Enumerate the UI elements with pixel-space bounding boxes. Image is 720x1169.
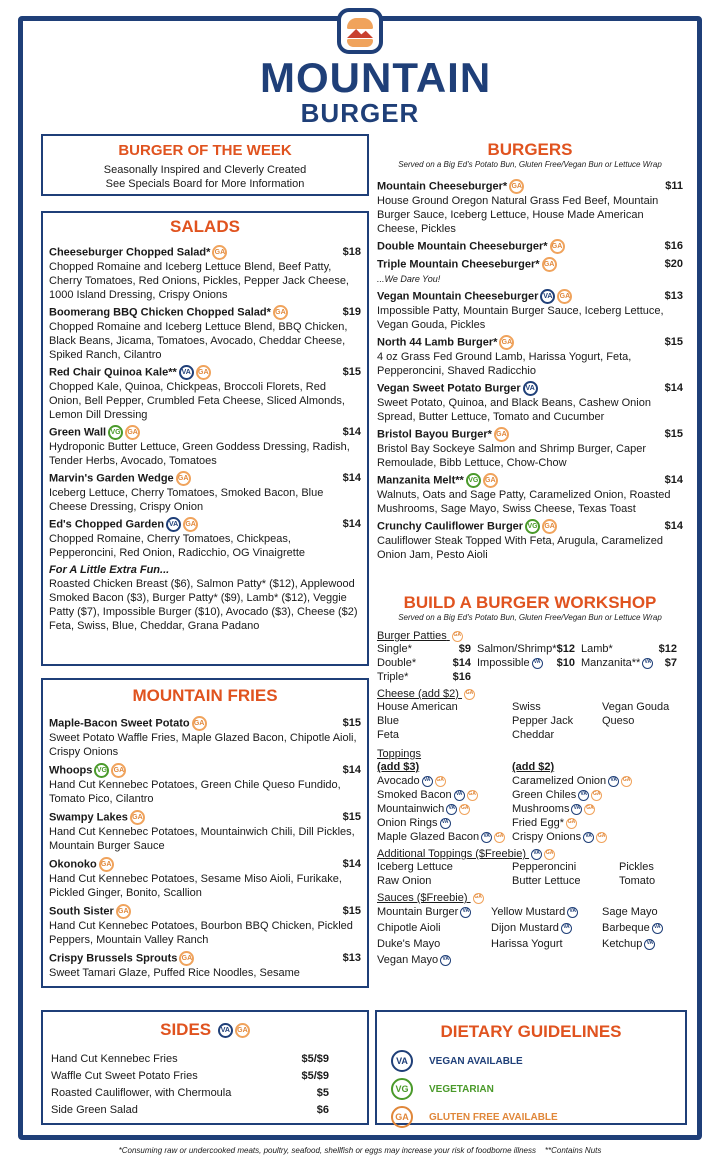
menu-item-desc: Impossible Patty, Mountain Burger Sauce, Iceberg Lettuce, Vegan Gouda, Pickles [377, 305, 664, 331]
patty-option [377, 656, 477, 670]
menu-item [49, 904, 361, 947]
side-item-name: Roasted Cauliflower, with Chermoula [51, 1087, 232, 1099]
cheese-option: Swiss [512, 701, 541, 713]
gluten-free-icon: GA [183, 517, 198, 532]
topping-option: Smoked Bacon VA GA [377, 789, 476, 801]
menu-item-price: $20 [664, 258, 683, 270]
vegan-icon: VA [583, 832, 594, 843]
menu-item-desc: Hydroponic Butter Lettuce, Green Goddess Dressing, Radish, Tender Herbs, Avocado, Tomatoes [49, 441, 350, 467]
menu-item [49, 517, 361, 560]
extra-fun-title: For A Little Extra Fun... [49, 564, 170, 576]
logo [260, 8, 492, 128]
vegan-icon: VA [440, 955, 451, 966]
burger-of-the-week [41, 134, 369, 196]
cheese-option: Cheddar [512, 729, 555, 741]
menu-item-desc: Bristol Bay Sockeye Salmon and Shrimp Burger, Caper Remoulade, Bibb Lettuce, Chow-Chow [377, 443, 647, 469]
menu-item-name: Crispy Brussels Sprouts [49, 952, 178, 965]
menu-item-desc: Chopped Romaine and Iceberg Lettuce Blend, Beef Patty, Cherry Tomatoes, Red Onions, Pickles, Pepper Jack Cheese, 1000 Island Dressing, Crispy Onions [49, 261, 349, 301]
toppings-label: Toppings [377, 748, 422, 760]
footer-nuts: **Contains Nuts [544, 1146, 602, 1155]
dietary-label: GLUTEN FREE AVAILABLE [429, 1111, 558, 1123]
menu-item-name: Cheeseburger Chopped Salad* [49, 246, 211, 259]
side-item-price: $6 [316, 1104, 329, 1116]
fries-section [41, 678, 369, 988]
patty-price: $14 [452, 657, 471, 669]
patty-price: $16 [452, 671, 471, 683]
add3-label: (add $3) [377, 761, 420, 773]
bow-line1: Seasonally Inspired and Cleverly Created [103, 164, 307, 176]
menu-item-price: $11 [665, 180, 683, 192]
menu-item [377, 179, 683, 236]
vegan-icon: VA [540, 289, 555, 304]
menu-item-price: $15 [342, 905, 361, 917]
patty-price: $12 [556, 643, 575, 655]
salads-title: SALADS [170, 217, 240, 236]
menu-item-header [49, 305, 361, 320]
vegan-icon: VA [460, 907, 471, 918]
menu-item-header [49, 425, 361, 440]
topping-option: Caramelized Onion VA GA [512, 775, 631, 787]
side-item-name: Waffle Cut Sweet Potato Fries [51, 1070, 198, 1082]
menu-item [49, 857, 361, 900]
vegan-icon: VA [642, 658, 653, 669]
sauce-option: Sage Mayo [602, 906, 658, 918]
topping-option: Maple Glazed Bacon VA GA [377, 831, 504, 843]
side-item [51, 1103, 359, 1117]
va-legend-icon: VA [391, 1050, 413, 1072]
vegan-icon: VA [218, 1023, 233, 1038]
menu-item-name: Ed's Chopped Garden [49, 518, 165, 531]
workshop-subtitle: Served on a Big Ed's Potato Bun, Gluten Free/Vegan Bun or Lettuce Wrap [398, 613, 662, 622]
gluten-free-icon: GA [179, 951, 194, 966]
menu-item-name: Bristol Bayou Burger* [377, 428, 492, 441]
side-item [51, 1086, 359, 1100]
patty-option [477, 656, 581, 670]
patty-name: Manzanita** VA [581, 656, 653, 670]
menu-item-price: $14 [342, 472, 361, 484]
gluten-free-icon: GA [130, 810, 145, 825]
gluten-free-icon: GA [544, 849, 555, 860]
patty-name: Single* [377, 643, 412, 655]
menu-item-name: Double Mountain Cheeseburger* [377, 240, 548, 253]
patty-price: $7 [664, 657, 677, 669]
menu-item-desc: Hand Cut Kennebec Potatoes, Sesame Miso Aioli, Furikake, Pickled Ginger, Bonito, Scallion [49, 873, 342, 899]
dietary-row [391, 1078, 671, 1100]
menu-item-desc: Hand Cut Kennebec Potatoes, Bourbon BBQ Chicken, Pickled Peppers, Mountain Valley Ranch [49, 920, 353, 946]
vegan-icon: VA [608, 776, 619, 787]
menu-item-price: $15 [664, 336, 683, 348]
menu-item-desc: Sweet Tamari Glaze, Puffed Rice Noodles, Sesame [49, 967, 300, 979]
menu-item-header [377, 519, 683, 534]
dietary-guidelines [375, 1010, 687, 1125]
menu-item [49, 763, 361, 806]
patty-name: Triple* [377, 671, 409, 683]
menu-item-price: $14 [342, 426, 361, 438]
patties-label: Burger Patties GA [377, 630, 462, 642]
vegan-icon: VA [454, 790, 465, 801]
menu-item-price: $15 [664, 428, 683, 440]
menu-item [377, 289, 683, 332]
menu-item-header [49, 245, 361, 260]
burger-logo-icon [337, 8, 383, 54]
menu-item-header [49, 365, 361, 380]
gluten-free-icon: GA [235, 1023, 250, 1038]
vegan-icon: VA [578, 790, 589, 801]
menu-item-header [49, 517, 361, 532]
sauce-option [602, 952, 683, 968]
gluten-free-icon: GA [473, 893, 484, 904]
patty-name: Double* [377, 657, 417, 669]
menu-item-header [49, 810, 361, 825]
menu-item [49, 810, 361, 853]
free-topping-option: Pickles [619, 861, 654, 873]
patty-price: $12 [658, 643, 677, 655]
vegan-icon: VA [571, 804, 582, 815]
gluten-free-icon: GA [542, 519, 557, 534]
menu-item-header [49, 471, 361, 486]
menu-item-desc: Cauliflower Steak Topped With Feta, Arugula, Caramelized Onion Jam, Pesto Aioli [377, 535, 663, 561]
menu-item [49, 245, 361, 302]
menu-item-name: Green Wall [49, 426, 107, 439]
free-topping-option: Butter Lettuce [512, 875, 581, 887]
gluten-free-icon: GA [621, 776, 632, 787]
menu-item-desc: Chopped Romaine, Cherry Tomatoes, Chickpeas, Pepperoncini, Red Onion, Radicchio, OG Vinaigrette [49, 533, 305, 559]
menu-item-desc: Iceberg Lettuce, Cherry Tomatoes, Smoked Bacon, Blue Cheese Dressing, Crispy Onion [49, 487, 324, 513]
sauce-option: Yellow Mustard VA [491, 904, 602, 920]
extra-fun-desc: Roasted Chicken Breast ($6), Salmon Patty* ($12), Applewood Smoked Bacon ($3), Burger Patty* ($9), Lamb* ($12), Veggie Patty ($7), Impossible Burger ($10), Avocado ($3), Cheese ($2) Feta, Swiss, Blue, Cheddar, Grana Padano [49, 578, 358, 632]
patty-option [581, 656, 683, 670]
salads-section [41, 211, 369, 666]
burgers-title: BURGERS [487, 140, 573, 159]
menu-item-header [377, 335, 683, 350]
gluten-free-icon: GA [116, 904, 131, 919]
menu-item-header [377, 381, 683, 396]
gluten-free-icon: GA [212, 245, 227, 260]
side-item-name: Side Green Salad [51, 1104, 138, 1116]
menu-item-header [377, 179, 683, 194]
menu-item [377, 381, 683, 424]
menu-item-name: Maple-Bacon Sweet Potato [49, 717, 190, 730]
menu-item-desc: Chopped Romaine and Iceberg Lettuce Blend, BBQ Chicken, Black Beans, Jicama, Tomatoes, Avocado, Cheddar Cheese, Spiked Ranch, Cilantro [49, 321, 348, 361]
menu-item-price: $13 [342, 952, 361, 964]
sauce-option: Barbeque VA [602, 920, 683, 936]
gluten-free-icon: GA [452, 631, 463, 642]
cheese-option [602, 728, 682, 742]
cheese-label: Cheese (add $2) GA [377, 688, 474, 700]
patty-price: $9 [458, 643, 471, 655]
menu-item-price: $15 [342, 717, 361, 729]
menu-item [49, 365, 361, 422]
menu-item-header [377, 473, 683, 488]
menu-item-price: $16 [664, 240, 683, 252]
vegan-icon: VA [166, 517, 181, 532]
menu-item-price: $13 [664, 290, 683, 302]
brand-subtitle: BURGER [300, 98, 420, 128]
menu-item-name: Swampy Lakes [49, 811, 128, 824]
sauce-option: Harissa Yogurt [491, 938, 563, 950]
vg-legend-icon: VG [391, 1078, 413, 1100]
menu-item-name: Vegan Sweet Potato Burger [377, 382, 521, 395]
menu-item-price: $14 [342, 858, 361, 870]
menu-item [377, 519, 683, 562]
patty-name: Lamb* [581, 643, 613, 655]
cheese-option: Pepper Jack [512, 715, 574, 727]
free-topping-option: Tomato [619, 875, 656, 887]
menu-item-price: $14 [664, 474, 683, 486]
menu-item-desc: Sweet Potato, Quinoa, and Black Beans, Cashew Onion Spread, Butter Lettuce, Tomato and Cucumber [377, 397, 651, 423]
ga-legend-icon: GA [391, 1106, 413, 1128]
topping-option: Mountainwich VA GA [377, 803, 469, 815]
vegan-icon: VA [531, 849, 542, 860]
vegetarian-icon: VG [525, 519, 540, 534]
gluten-free-icon: GA [192, 716, 207, 731]
gluten-free-icon: GA [584, 804, 595, 815]
gluten-free-icon: GA [467, 790, 478, 801]
menu-item-desc: 4 oz Grass Fed Ground Lamb, Harissa Yogurt, Feta, Pepperoncini, Shaved Radicchio [377, 351, 632, 377]
menu-item [377, 473, 683, 516]
bow-line2: See Specials Board for More Information [105, 178, 305, 190]
menu-item-price: $18 [342, 246, 361, 258]
vegetarian-icon: VG [94, 763, 109, 778]
topping-option: Onion Rings VA [377, 816, 512, 830]
sides-title: SIDES [160, 1020, 212, 1039]
cheese-option: Queso [602, 715, 635, 727]
menu-item-header [49, 857, 361, 872]
menu-item-name: Marvin's Garden Wedge [49, 472, 174, 485]
menu-item-price: $14 [664, 520, 683, 532]
vegan-icon: VA [561, 923, 572, 934]
side-item [51, 1052, 359, 1066]
gluten-free-icon: GA [591, 790, 602, 801]
gluten-free-icon: GA [494, 832, 505, 843]
vegan-icon: VA [644, 939, 655, 950]
menu-item-desc: ...We Dare You! [377, 274, 441, 284]
burgers-section [377, 140, 683, 565]
footer-disclaimer: *Consuming raw or undercooked meats, poultry, seafood, shellfish or eggs may increase your risk of foodborne illness [118, 1146, 537, 1155]
vegetarian-icon: VG [466, 473, 481, 488]
gluten-free-icon: GA [459, 804, 470, 815]
patty-name: Impossible VA [477, 656, 543, 670]
vegan-icon: VA [567, 907, 578, 918]
menu-item-desc: Sweet Potato Waffle Fries, Maple Glazed Bacon, Chipotle Aioli, Crispy Onions [49, 732, 357, 758]
topping-option: Fried Egg* GA [512, 817, 576, 829]
sauce-option: Chipotle Aioli [377, 922, 441, 934]
vegan-icon: VA [532, 658, 543, 669]
dietary-label: VEGETARIAN [429, 1083, 494, 1095]
menu-item-price: $14 [664, 382, 683, 394]
patty-option [477, 642, 581, 656]
gluten-free-icon: GA [273, 305, 288, 320]
vegan-icon: VA [523, 381, 538, 396]
sauce-option: Mountain Burger VA [377, 904, 491, 920]
gluten-free-icon: GA [509, 179, 524, 194]
menu-item-name: Mountain Cheeseburger* [377, 180, 508, 193]
menu-item-name: Crunchy Cauliflower Burger [377, 520, 524, 533]
menu-item-desc: Hand Cut Kennebec Potatoes, Green Chile Queso Fundido, Tomato Pico, Cilantro [49, 779, 341, 805]
side-item-price: $5/$9 [301, 1053, 329, 1065]
side-item-name: Hand Cut Kennebec Fries [51, 1053, 178, 1065]
menu-item-header [377, 257, 683, 272]
vegan-icon: VA [652, 923, 663, 934]
menu-item-header [377, 239, 683, 254]
menu-item-name: Red Chair Quinoa Kale** [49, 366, 177, 379]
menu-item [49, 425, 361, 468]
add2-label: (add $2) [512, 761, 555, 773]
menu-item-price: $15 [342, 366, 361, 378]
vegan-icon: VA [446, 804, 457, 815]
gluten-free-icon: GA [566, 818, 577, 829]
menu-item-desc: Walnuts, Oats and Sage Patty, Caramelized Onion, Roasted Mushrooms, Sage Mayo, Swiss Cheese, Texas Toast [377, 489, 671, 515]
workshop-title: BUILD A BURGER WORKSHOP [403, 593, 657, 612]
gluten-free-icon: GA [99, 857, 114, 872]
gluten-free-icon: GA [557, 289, 572, 304]
vegan-icon: VA [422, 776, 433, 787]
menu-item-name: Boomerang BBQ Chicken Chopped Salad* [49, 306, 271, 319]
patty-option [581, 642, 683, 656]
menu-item-name: Vegan Mountain Cheeseburger [377, 290, 539, 303]
brand-title: MOUNTAIN [260, 54, 492, 101]
cheese-option: Vegan Gouda [602, 701, 670, 713]
gluten-free-icon: GA [176, 471, 191, 486]
menu-item [377, 239, 683, 254]
topping-option: Crispy Onions VA GA [512, 831, 606, 843]
gluten-free-icon: GA [196, 365, 211, 380]
patty-option [377, 642, 477, 656]
topping-option: Avocado VA GA [377, 775, 444, 787]
menu-item-price: $14 [342, 518, 361, 530]
topping-option: Green Chiles VA GA [512, 789, 601, 801]
free-topping-option: Iceberg Lettuce [377, 861, 453, 873]
menu-item-header [49, 951, 361, 966]
vegan-icon: VA [481, 832, 492, 843]
sauce-option: Duke's Mayo [377, 938, 441, 950]
sides-section [41, 1010, 369, 1125]
menu-item [377, 257, 683, 286]
menu-item-name: Manzanita Melt** [377, 474, 464, 487]
gluten-free-icon: GA [111, 763, 126, 778]
patty-option [377, 670, 477, 684]
menu-item-price: $15 [342, 811, 361, 823]
bow-title: BURGER OF THE WEEK [118, 142, 292, 159]
menu-item [49, 951, 361, 980]
gluten-free-icon: GA [435, 776, 446, 787]
side-item-price: $5 [316, 1087, 329, 1099]
cheese-option: Feta [377, 729, 400, 741]
free-topping-option: Raw Onion [377, 875, 432, 887]
menu-item-name: South Sister [49, 905, 114, 918]
menu-item-name: Okonoko [49, 858, 97, 871]
menu-item [377, 427, 683, 470]
sauce-option: Ketchup VA [602, 936, 683, 952]
menu-item-price: $19 [342, 306, 361, 318]
gluten-free-icon: GA [596, 832, 607, 843]
menu-item-desc: Hand Cut Kennebec Potatoes, Mountainwich Chili, Dill Pickles, Mountain Burger Sauce [49, 826, 355, 852]
vegan-icon: VA [440, 818, 451, 829]
menu-item-price: $14 [342, 764, 361, 776]
workshop-section [377, 593, 683, 968]
burgers-subtitle: Served on a Big Ed's Potato Bun, Gluten Free/Vegan Bun or Lettuce Wrap [398, 160, 662, 169]
menu-item-name: North 44 Lamb Burger* [377, 336, 498, 349]
sides-heading [51, 1020, 359, 1040]
free-topping-option: Pepperoncini [512, 861, 577, 873]
gluten-free-icon: GA [542, 257, 557, 272]
menu-item-name: Triple Mountain Cheeseburger* [377, 258, 540, 271]
menu-item-desc: House Ground Oregon Natural Grass Fed Beef, Mountain Burger Sauce, Iceberg Lettuce, House Made American Cheese, Pickles [377, 195, 659, 235]
free-toppings-label: Additional Toppings ($Freebie) VA GA [377, 848, 554, 860]
sauce-option: Vegan Mayo VA [377, 952, 491, 968]
gluten-free-icon: GA [494, 427, 509, 442]
vegan-icon: VA [179, 365, 194, 380]
sauce-option: Dijon Mustard VA [491, 920, 602, 936]
side-item [51, 1069, 359, 1083]
menu-item-header [377, 427, 683, 442]
menu-item [377, 335, 683, 378]
dietary-row [391, 1050, 671, 1072]
menu-item [49, 305, 361, 362]
menu-item-header [49, 763, 361, 778]
cheese-option: Blue [377, 715, 400, 727]
gluten-free-icon: GA [483, 473, 498, 488]
dietary-title: DIETARY GUIDELINES [440, 1022, 622, 1041]
vegetarian-icon: VG [108, 425, 123, 440]
gluten-free-icon: GA [499, 335, 514, 350]
dietary-row [391, 1106, 671, 1128]
menu-item [49, 471, 361, 514]
gluten-free-icon: GA [125, 425, 140, 440]
side-item-price: $5/$9 [301, 1070, 329, 1082]
dietary-label: VEGAN AVAILABLE [429, 1055, 523, 1067]
menu-item-header [377, 289, 683, 304]
menu-item-header [49, 716, 361, 731]
gluten-free-icon: GA [464, 689, 475, 700]
topping-option: Mushrooms VA GA [512, 803, 594, 815]
patty-price: $10 [556, 657, 575, 669]
menu-item-header [49, 904, 361, 919]
sauce-option [491, 952, 602, 968]
gluten-free-icon: GA [550, 239, 565, 254]
menu-item-desc: Chopped Kale, Quinoa, Chickpeas, Broccoli Florets, Red Onion, Bell Pepper, Crumbled Feta Cheese, Sliced Almonds, Lemon Dill Dressing [49, 381, 345, 421]
cheese-option: House American [377, 701, 458, 713]
menu-item [49, 716, 361, 759]
patty-name: Salmon/Shrimp* [477, 643, 557, 655]
menu-item-name: Whoops [49, 764, 93, 777]
sauces-label: Sauces ($Freebie) GA [377, 892, 482, 904]
fries-title: MOUNTAIN FRIES [132, 686, 278, 705]
footer [0, 1146, 720, 1155]
